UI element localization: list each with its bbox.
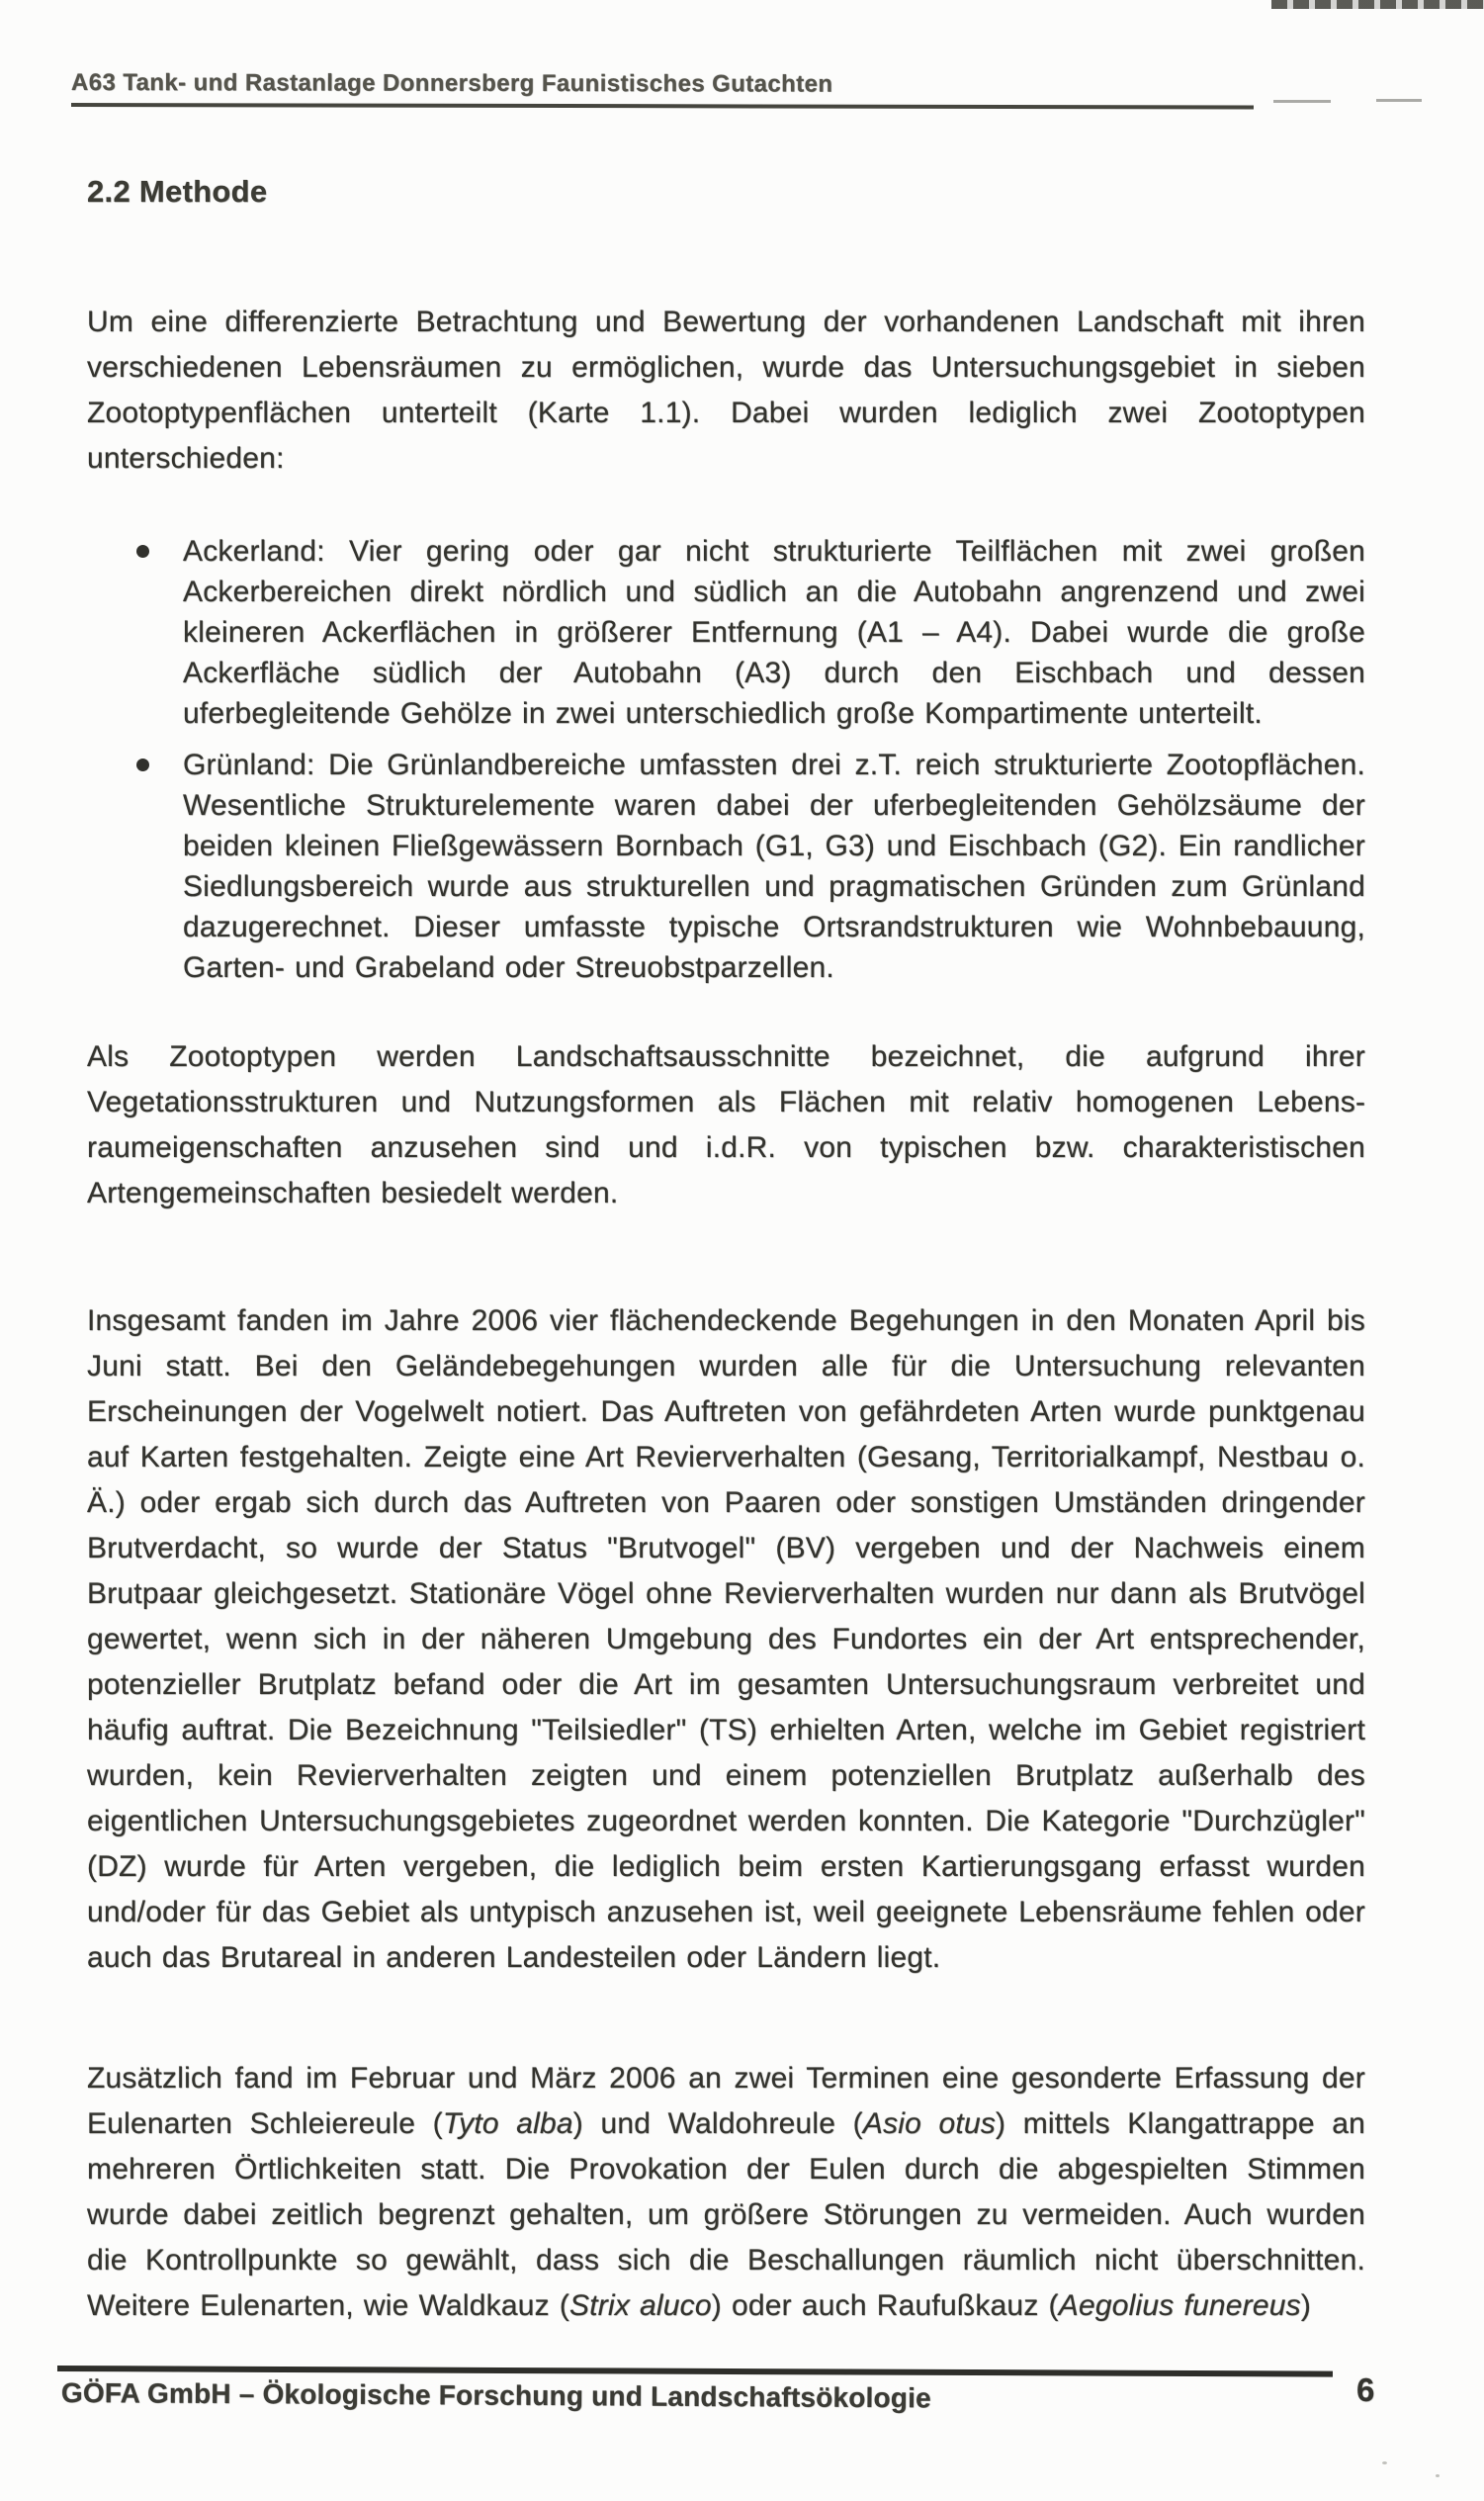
footer-company: GÖFA GmbH – Ökologische Forschung und Landschaftsökologie: [60, 2377, 931, 2414]
page-number: 6: [1356, 2371, 1375, 2408]
bullet-list: [87, 531, 1365, 988]
header-rule-dash: [1376, 99, 1422, 102]
header-rule-dash: [1273, 100, 1331, 103]
species-name-latin: Asio otus: [862, 2107, 997, 2140]
text-segment: ) oder auch Raufußkauz (: [711, 2289, 1059, 2322]
species-name-latin: Aegolius funereus: [1058, 2289, 1301, 2322]
bullet-text-ackerland: Ackerland: Vier gering oder gar nicht strukturierte Teilflächen mit zwei großen Ackerbereichen direkt nördlich und südlich an die Autobahn angrenzend und zwei kleineren Ackerflächen in größerer Entfernung (A1 – A4). Dabei wurde die große Ackerfläche südlich der Autobahn (A3) durch den Eischbach und dessen uferbegleitende Gehölze in zwei unterschiedlich große Kompartimente unterteilt.: [183, 535, 1365, 730]
text-segment: ): [1300, 2289, 1312, 2322]
species-name-latin: Tyto alba: [442, 2107, 573, 2140]
running-header: [71, 69, 1254, 110]
species-name-latin: Strix aluco: [569, 2289, 712, 2322]
list-item-gruenland: [87, 745, 1365, 988]
bullet-marker: [136, 759, 149, 771]
paragraph-begehungen: Insgesamt fanden im Jahre 2006 vier flächendeckende Begehungen in den Monaten April bis Juni statt. Bei den Geländebegehungen wurden alle für die Untersuchung relevanten Erscheinungen der Vogelwelt notiert. Das Auftreten von gefährdeten Arten wurde punktgenau auf Karten festgehalten. Zeigte eine Art Revierverhalten (Gesang, Territorialkampf, Nestbau o. Ä.) oder ergab sich durch das Auftreten von Paaren oder sonstigen Umständen dringender Brutverdacht, so wurde der Status "Brutvogel" (BV) vergeben und der Nachweis einem Brutpaar gleichgesetzt. Stationäre Vögel ohne Revierverhalten wurden nur dann als Brutvögel gewertet, wenn sich in der näheren Umgebung des Fundortes ein der Art entsprechender, potenzieller Brutplatz befand oder die Art im gesamten Untersuchungsraum verbreitet und häufig auftrat. Die Bezeichnung "Teilsiedler" (TS) erhielten Arten, welche im Gebiet registriert wurden, kein Revierverhalten zeigten und einem potenziellen Brutplatz außerhalb des eigentlichen Untersuchungsgebietes zugeordnet werden konnten. Die Kategorie "Durchzügler" (DZ) wurde für Arten vergeben, die lediglich beim ersten Kartierungsgang erfasst wurden und/oder für das Gebiet als untypisch anzusehen ist, weil geeignete Lebensräume fehlen oder auch das Brutareal in anderen Landesteilen oder Ländern liegt.: [87, 1304, 1365, 1974]
bullet-marker: [136, 545, 149, 558]
scan-speck: [1382, 2461, 1387, 2464]
paragraph-zootoptypen-definition: Als Zootoptypen werden Landschaftsausschnitte bezeichnet, die aufgrund ihrer Vegetationsstrukturen und Nutzungsformen als Flächen mit relativ homogenen Lebensraumeigenschaften anzusehen sind und i.d.R. von typischen bzw. charakteristischen Artengemeinschaften besiedelt werden.: [87, 1040, 1365, 1209]
text-segment: Zusätzlich fand im Februar und März 2006 an zwei Terminen eine gesonderte Erfassung der Eulenarten Schleiereule (: [87, 2062, 1365, 2140]
paragraph-intro: Um eine differenzierte Betrachtung und Bewertung der vorhandenen Landschaft mit ihren verschiedenen Lebensräumen zu ermöglichen, wurde das Untersuchungsgebiet in sieben Zootoptypenflächen unterteilt (Karte 1.1). Dabei wurden lediglich zwei Zootoptypen unterschieden:: [87, 306, 1365, 475]
bullet-text-gruenland: Grünland: Die Grünlandbereiche umfassten drei z.T. reich strukturierte Zootopflächen. Wesentliche Strukturelemente waren dabei der uferbegleitenden Gehölzsäume der beiden kleinen Fließgewässern Bornbach (G1, G3) und Eischbach (G2). Ein randlicher Siedlungsbereich wurde aus strukturellen und pragmatischen Gründen zum Grünland dazugerechnet. Dieser umfasste typische Ortsrandstrukturen wie Wohnbebauung, Garten- und Grabeland oder Streuobstparzellen.: [183, 749, 1365, 984]
paragraph-eulenerfassung: [87, 2056, 1365, 2329]
scan-artifact-top-edge: [1271, 0, 1484, 9]
section-heading: 2.2 Methode: [87, 174, 268, 209]
footer-rule: [57, 2366, 1333, 2377]
running-header-title: A63 Tank- und Rastanlage Donnersberg Faunistisches Gutachten: [71, 69, 833, 98]
text-segment: ) und Waldohreule (: [572, 2107, 863, 2140]
list-item-ackerland: [87, 531, 1365, 734]
scan-speck: [1436, 2474, 1440, 2477]
text-segment: ) mittels Klangattrappe an mehreren Örtlichkeiten statt. Die Provokation der Eulen durch die abgespielten Stimmen wurde dabei zeitlich begrenzt gehalten, um größere Störungen zu vermeiden. Auch wurden die Kontrollpunkte so gewählt, dass sich die Beschallungen räumlich nicht überschnitten. Weitere Eulenarten, wie Waldkauz (: [87, 2107, 1365, 2322]
